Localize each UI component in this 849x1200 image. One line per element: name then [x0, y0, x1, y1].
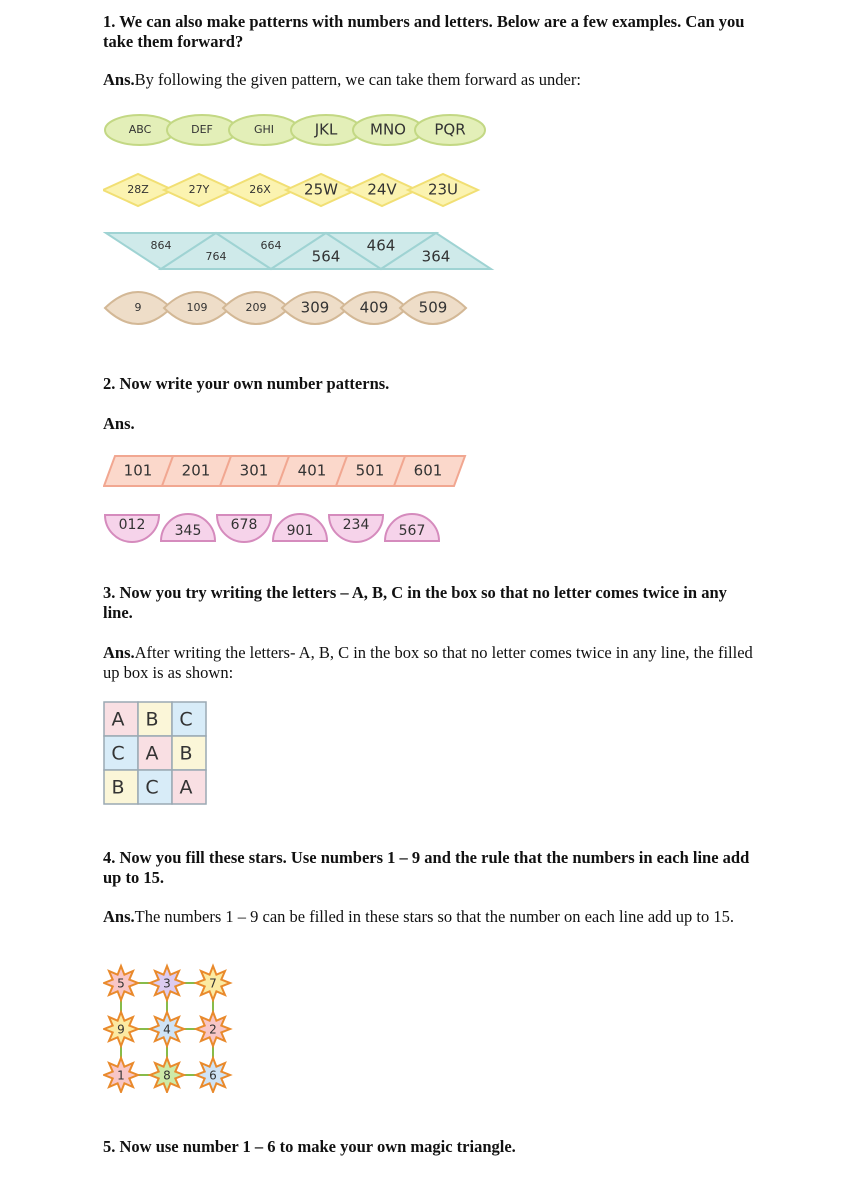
star: [196, 966, 230, 1000]
question-2: 2. Now write your own number patterns.: [103, 374, 390, 393]
pattern-examples-figure: [103, 105, 503, 335]
star-number: 6: [209, 1068, 217, 1083]
grid-cell: [172, 702, 206, 736]
star-number: 3: [163, 976, 171, 991]
pattern-label: 9: [134, 301, 142, 314]
answer-text: The numbers 1 – 9 can be filled in these stars so that the number on each line add up to 15.: [134, 907, 734, 926]
answer-label: Ans.: [103, 70, 135, 89]
grid-letter: A: [111, 708, 125, 731]
grid-cell: [172, 736, 206, 770]
grid-letter: A: [179, 776, 193, 799]
question-5: 5. Now use number 1 – 6 to make your own magic triangle.: [103, 1137, 516, 1156]
pattern-label: 564: [311, 247, 341, 266]
star: [150, 1012, 184, 1046]
pattern-label: JKL: [314, 120, 338, 139]
star-number: 9: [117, 1022, 125, 1037]
pattern-label: 209: [245, 301, 267, 314]
pattern-row-rhombus: [103, 174, 478, 206]
star-number: 7: [209, 976, 217, 991]
letter-grid: [103, 701, 209, 807]
own-pattern-label: 501: [355, 461, 385, 480]
pattern-label: 23U: [427, 180, 459, 199]
grid-letter: C: [179, 708, 193, 731]
star: [150, 966, 184, 1000]
own-pattern-label: 901: [286, 523, 314, 539]
pattern-label: 764: [205, 250, 227, 263]
pattern-label: 25W: [304, 180, 338, 199]
magic-stars-figure: [103, 963, 238, 1093]
pattern-label: 664: [260, 239, 282, 252]
pattern-label: 24V: [367, 180, 397, 199]
pattern-label: PQR: [434, 120, 466, 139]
own-pattern-label: 101: [123, 461, 153, 480]
star-number: 1: [117, 1068, 125, 1083]
pattern-label: 27Y: [188, 183, 210, 196]
star-number: 8: [163, 1068, 171, 1083]
pattern-label: 309: [300, 298, 330, 317]
pattern-label: 26X: [249, 183, 271, 196]
star: [104, 1058, 138, 1092]
pattern-label: DEF: [191, 123, 213, 136]
pattern-label: 864: [150, 239, 172, 252]
grid-letter: C: [111, 742, 125, 765]
own-pattern-label: 678: [230, 517, 258, 533]
star-number: 2: [209, 1022, 217, 1037]
pattern-label: 364: [421, 247, 451, 266]
grid-cell: [104, 736, 138, 770]
pattern-label: 464: [366, 236, 396, 255]
grid-cell: [104, 770, 138, 804]
grid-cell: [104, 702, 138, 736]
grid-cell: [138, 702, 172, 736]
star-number: 5: [117, 976, 125, 991]
own-pattern-label: 201: [181, 461, 211, 480]
pattern-row-triangle: [106, 233, 491, 269]
own-pattern-label: 567: [398, 523, 426, 539]
own-pattern-label: 301: [239, 461, 269, 480]
grid-letter: A: [145, 742, 159, 765]
star: [150, 1058, 184, 1092]
pattern-row-ellipse: [105, 115, 485, 145]
question-3: 3. Now you try writing the letters – A, B, C in the box so that no letter comes twice in any line.: [103, 583, 727, 622]
pattern-label: 409: [359, 298, 389, 317]
answer-label: Ans.: [103, 907, 135, 926]
star: [196, 1058, 230, 1092]
star-number: 4: [163, 1022, 171, 1037]
star: [196, 1012, 230, 1046]
grid-letter: B: [179, 742, 193, 765]
pattern-label: 509: [418, 298, 448, 317]
pattern-label: GHI: [253, 123, 275, 136]
question-4: 4. Now you fill these stars. Use numbers 1 – 9 and the rule that the numbers in each line add up to 15.: [103, 848, 750, 887]
answer-label-2: Ans.: [103, 414, 135, 433]
own-pattern-row-parallelogram: [104, 456, 465, 486]
grid-letter: B: [145, 708, 159, 731]
own-pattern-label: 345: [174, 523, 202, 539]
pattern-label: 109: [186, 301, 208, 314]
answer-3: [103, 643, 753, 683]
question-1: 1. We can also make patterns with numbers and letters. Below are a few examples. Can you take them forward?: [103, 12, 745, 51]
star: [104, 1012, 138, 1046]
own-pattern-label: 401: [297, 461, 327, 480]
pattern-label: ABC: [128, 123, 152, 136]
own-pattern-row-half-circle: [105, 514, 439, 542]
grid-cell: [172, 770, 206, 804]
own-pattern-label: 234: [342, 517, 370, 533]
pattern-label: 28Z: [127, 183, 149, 196]
answer-label: Ans.: [103, 643, 135, 662]
answer-4: [103, 907, 753, 927]
pattern-label: MNO: [370, 120, 406, 139]
grid-cell: [138, 770, 172, 804]
own-pattern-figure: [103, 445, 473, 550]
star: [104, 966, 138, 1000]
own-pattern-label: 601: [413, 461, 443, 480]
answer-text: After writing the letters- A, B, C in the box so that no letter comes twice in any line, the filled up box is as shown:: [103, 643, 753, 682]
pattern-row-lens: [105, 292, 466, 324]
answer-text: By following the given pattern, we can take them forward as under:: [134, 70, 581, 89]
answer-1: [103, 70, 753, 90]
grid-cell: [138, 736, 172, 770]
own-pattern-label: 012: [118, 517, 146, 533]
grid-letter: C: [145, 776, 159, 799]
grid-letter: B: [111, 776, 125, 799]
